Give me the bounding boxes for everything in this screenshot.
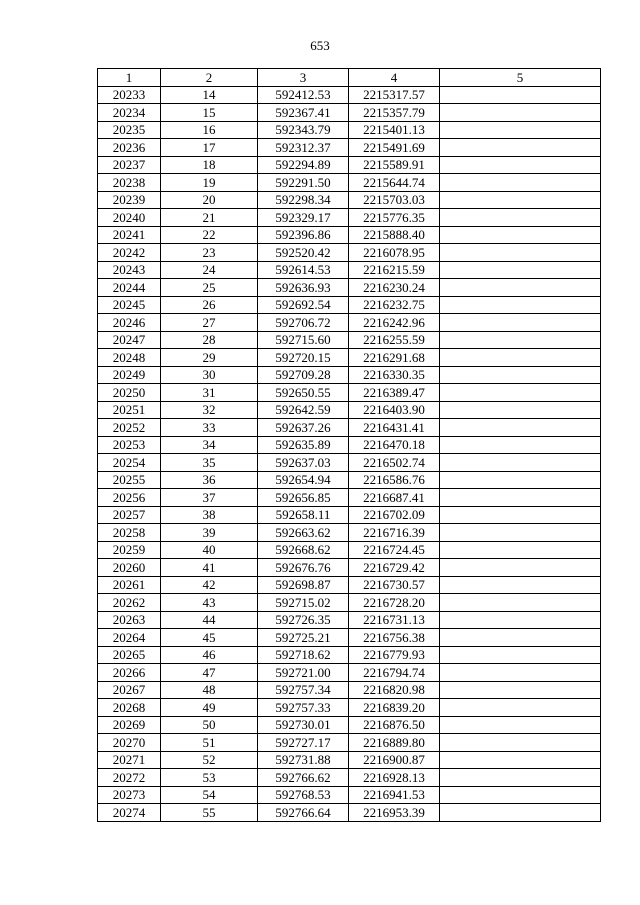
table-cell-col3: 592725.21 <box>258 629 349 647</box>
table-cell-col1: 20246 <box>98 314 161 332</box>
table-cell-col1: 20255 <box>98 471 161 489</box>
table-row <box>98 104 601 122</box>
table-row <box>98 244 601 262</box>
table-row <box>98 331 601 349</box>
table-cell-col2: 22 <box>161 226 258 244</box>
table-cell-col2: 39 <box>161 524 258 542</box>
table-cell-col4: 2216470.18 <box>349 436 440 454</box>
table-cell-col5 <box>440 541 601 559</box>
table-cell-col1: 20260 <box>98 559 161 577</box>
table-cell-col3: 592727.17 <box>258 734 349 752</box>
table-cell-col1: 20248 <box>98 349 161 367</box>
table-cell-col3: 592298.34 <box>258 191 349 209</box>
table-cell-col2: 31 <box>161 384 258 402</box>
table-cell-col5 <box>440 751 601 769</box>
table-cell-col3: 592635.89 <box>258 436 349 454</box>
table-row <box>98 541 601 559</box>
table-cell-col1: 20254 <box>98 454 161 472</box>
table-cell-col5 <box>440 209 601 227</box>
table-row <box>98 664 601 682</box>
table-cell-col1: 20270 <box>98 734 161 752</box>
table-cell-col2: 38 <box>161 506 258 524</box>
table-cell-col1: 20242 <box>98 244 161 262</box>
table-cell-col1: 20250 <box>98 384 161 402</box>
column-header-2: 2 <box>161 69 258 87</box>
table-cell-col4: 2216728.20 <box>349 594 440 612</box>
table-row <box>98 804 601 822</box>
table-cell-col5 <box>440 471 601 489</box>
table-cell-col2: 18 <box>161 156 258 174</box>
table-cell-col2: 17 <box>161 139 258 157</box>
table-cell-col2: 26 <box>161 296 258 314</box>
table-cell-col4: 2216820.98 <box>349 681 440 699</box>
table-cell-col2: 50 <box>161 716 258 734</box>
table-cell-col3: 592656.85 <box>258 489 349 507</box>
table-cell-col3: 592329.17 <box>258 209 349 227</box>
table-cell-col5 <box>440 716 601 734</box>
table-cell-col3: 592709.28 <box>258 366 349 384</box>
table-cell-col5 <box>440 86 601 104</box>
table-cell-col3: 592650.55 <box>258 384 349 402</box>
table-cell-col4: 2215491.69 <box>349 139 440 157</box>
table-cell-col3: 592706.72 <box>258 314 349 332</box>
table-cell-col3: 592658.11 <box>258 506 349 524</box>
table-cell-col3: 592663.62 <box>258 524 349 542</box>
table-cell-col2: 47 <box>161 664 258 682</box>
table-cell-col3: 592766.62 <box>258 769 349 787</box>
table-cell-col2: 37 <box>161 489 258 507</box>
table-cell-col3: 592757.34 <box>258 681 349 699</box>
table-cell-col1: 20245 <box>98 296 161 314</box>
page-number: 653 <box>310 38 330 53</box>
table-cell-col1: 20267 <box>98 681 161 699</box>
table-cell-col5 <box>440 524 601 542</box>
table-cell-col1: 20257 <box>98 506 161 524</box>
table-cell-col3: 592698.87 <box>258 576 349 594</box>
table-cell-col2: 16 <box>161 121 258 139</box>
table-cell-col3: 592520.42 <box>258 244 349 262</box>
table-row <box>98 611 601 629</box>
table-row <box>98 786 601 804</box>
table-cell-col4: 2216389.47 <box>349 384 440 402</box>
table-cell-col4: 2216889.80 <box>349 734 440 752</box>
table-cell-col1: 20236 <box>98 139 161 157</box>
table-cell-col2: 54 <box>161 786 258 804</box>
table-cell-col1: 20240 <box>98 209 161 227</box>
table-cell-col2: 25 <box>161 279 258 297</box>
table-row <box>98 734 601 752</box>
table-cell-col3: 592721.00 <box>258 664 349 682</box>
table-row <box>98 524 601 542</box>
table-row <box>98 279 601 297</box>
table-row <box>98 261 601 279</box>
table-cell-col4: 2216502.74 <box>349 454 440 472</box>
table-cell-col3: 592412.53 <box>258 86 349 104</box>
table-cell-col2: 32 <box>161 401 258 419</box>
table-cell-col5 <box>440 629 601 647</box>
table-cell-col2: 53 <box>161 769 258 787</box>
table-cell-col2: 36 <box>161 471 258 489</box>
table-cell-col2: 20 <box>161 191 258 209</box>
table-cell-col2: 51 <box>161 734 258 752</box>
table-cell-col1: 20243 <box>98 261 161 279</box>
table-cell-col2: 42 <box>161 576 258 594</box>
table-cell-col5 <box>440 331 601 349</box>
column-header-1: 1 <box>98 69 161 87</box>
table-cell-col5 <box>440 279 601 297</box>
table-cell-col2: 52 <box>161 751 258 769</box>
table-cell-col3: 592294.89 <box>258 156 349 174</box>
table-cell-col5 <box>440 419 601 437</box>
table-cell-col3: 592637.26 <box>258 419 349 437</box>
table-cell-col4: 2216330.35 <box>349 366 440 384</box>
table-row <box>98 454 601 472</box>
table-cell-col2: 44 <box>161 611 258 629</box>
table-cell-col1: 20262 <box>98 594 161 612</box>
table-cell-col1: 20241 <box>98 226 161 244</box>
table-row <box>98 629 601 647</box>
table-row <box>98 121 601 139</box>
table-cell-col1: 20264 <box>98 629 161 647</box>
table-cell-col1: 20235 <box>98 121 161 139</box>
table-cell-col3: 592715.02 <box>258 594 349 612</box>
table-cell-col1: 20247 <box>98 331 161 349</box>
table-cell-col2: 19 <box>161 174 258 192</box>
table-cell-col1: 20252 <box>98 419 161 437</box>
table-cell-col1: 20265 <box>98 646 161 664</box>
table-cell-col2: 27 <box>161 314 258 332</box>
table-cell-col4: 2215357.79 <box>349 104 440 122</box>
table-cell-col4: 2216839.20 <box>349 699 440 717</box>
table-row <box>98 349 601 367</box>
table-cell-col5 <box>440 226 601 244</box>
table-cell-col2: 55 <box>161 804 258 822</box>
table-row <box>98 646 601 664</box>
table-cell-col5 <box>440 296 601 314</box>
table-row <box>98 156 601 174</box>
table-cell-col2: 34 <box>161 436 258 454</box>
table-cell-col3: 592715.60 <box>258 331 349 349</box>
table-cell-col1: 20238 <box>98 174 161 192</box>
table-cell-col4: 2216928.13 <box>349 769 440 787</box>
table-cell-col4: 2216941.53 <box>349 786 440 804</box>
table-cell-col3: 592637.03 <box>258 454 349 472</box>
table-row <box>98 86 601 104</box>
table-cell-col1: 20266 <box>98 664 161 682</box>
table-cell-col5 <box>440 244 601 262</box>
table-cell-col1: 20256 <box>98 489 161 507</box>
table-cell-col4: 2215317.57 <box>349 86 440 104</box>
table-cell-col4: 2216431.41 <box>349 419 440 437</box>
table-cell-col4: 2215703.03 <box>349 191 440 209</box>
table-cell-col5 <box>440 699 601 717</box>
table-cell-col5 <box>440 594 601 612</box>
table-cell-col4: 2216794.74 <box>349 664 440 682</box>
table-row <box>98 436 601 454</box>
table-cell-col4: 2216731.13 <box>349 611 440 629</box>
table-row <box>98 751 601 769</box>
table-cell-col2: 15 <box>161 104 258 122</box>
table-cell-col2: 14 <box>161 86 258 104</box>
table-cell-col5 <box>440 156 601 174</box>
table-cell-col5 <box>440 734 601 752</box>
table-cell-col5 <box>440 454 601 472</box>
table-cell-col1: 20272 <box>98 769 161 787</box>
table-cell-col2: 28 <box>161 331 258 349</box>
column-header-3: 3 <box>258 69 349 87</box>
table-cell-col5 <box>440 664 601 682</box>
table-row <box>98 699 601 717</box>
table-cell-col5 <box>440 104 601 122</box>
table-cell-col1: 20263 <box>98 611 161 629</box>
table-cell-col2: 43 <box>161 594 258 612</box>
table-row <box>98 769 601 787</box>
table-cell-col5 <box>440 786 601 804</box>
table-cell-col1: 20273 <box>98 786 161 804</box>
table-cell-col4: 2215644.74 <box>349 174 440 192</box>
table-cell-col3: 592692.54 <box>258 296 349 314</box>
table-cell-col5 <box>440 804 601 822</box>
table-cell-col4: 2216078.95 <box>349 244 440 262</box>
table-cell-col4: 2216230.24 <box>349 279 440 297</box>
table-header-row <box>98 69 601 87</box>
table-cell-col4: 2216724.45 <box>349 541 440 559</box>
table-cell-col1: 20271 <box>98 751 161 769</box>
table-cell-col1: 20253 <box>98 436 161 454</box>
table-cell-col4: 2215776.35 <box>349 209 440 227</box>
table-row <box>98 139 601 157</box>
table-cell-col5 <box>440 576 601 594</box>
table-cell-col4: 2216900.87 <box>349 751 440 769</box>
table-cell-col5 <box>440 436 601 454</box>
table-cell-col5 <box>440 506 601 524</box>
table-cell-col4: 2216730.57 <box>349 576 440 594</box>
table-cell-col3: 592768.53 <box>258 786 349 804</box>
table-cell-col2: 24 <box>161 261 258 279</box>
table-cell-col2: 29 <box>161 349 258 367</box>
table-cell-col2: 40 <box>161 541 258 559</box>
table-row <box>98 314 601 332</box>
table-row <box>98 506 601 524</box>
table-cell-col5 <box>440 611 601 629</box>
table-row <box>98 384 601 402</box>
table-row <box>98 401 601 419</box>
table-cell-col1: 20259 <box>98 541 161 559</box>
table-row <box>98 681 601 699</box>
table-cell-col4: 2216716.39 <box>349 524 440 542</box>
table-cell-col4: 2216232.75 <box>349 296 440 314</box>
table-cell-col2: 23 <box>161 244 258 262</box>
table-row <box>98 296 601 314</box>
table-cell-col3: 592676.76 <box>258 559 349 577</box>
table-cell-col1: 20258 <box>98 524 161 542</box>
table-cell-col3: 592668.62 <box>258 541 349 559</box>
table-cell-col5 <box>440 681 601 699</box>
table-cell-col4: 2215888.40 <box>349 226 440 244</box>
table-row <box>98 576 601 594</box>
table-cell-col5 <box>440 559 601 577</box>
table-cell-col5 <box>440 139 601 157</box>
table-cell-col4: 2216953.39 <box>349 804 440 822</box>
table-cell-col1: 20237 <box>98 156 161 174</box>
table-cell-col3: 592730.01 <box>258 716 349 734</box>
table-cell-col5 <box>440 261 601 279</box>
table-cell-col3: 592636.93 <box>258 279 349 297</box>
table-cell-col1: 20234 <box>98 104 161 122</box>
table-cell-col4: 2216876.50 <box>349 716 440 734</box>
table-cell-col4: 2216729.42 <box>349 559 440 577</box>
table-cell-col5 <box>440 646 601 664</box>
table-cell-col5 <box>440 191 601 209</box>
table-row <box>98 419 601 437</box>
table-cell-col5 <box>440 401 601 419</box>
table-row <box>98 471 601 489</box>
table-cell-col5 <box>440 121 601 139</box>
table-cell-col1: 20239 <box>98 191 161 209</box>
table-row <box>98 191 601 209</box>
table-cell-col5 <box>440 769 601 787</box>
table-cell-col4: 2216255.59 <box>349 331 440 349</box>
table-cell-col5 <box>440 366 601 384</box>
table-cell-col5 <box>440 489 601 507</box>
table-cell-col3: 592654.94 <box>258 471 349 489</box>
column-header-4: 4 <box>349 69 440 87</box>
table-cell-col3: 592718.62 <box>258 646 349 664</box>
table-cell-col3: 592766.64 <box>258 804 349 822</box>
table-cell-col2: 46 <box>161 646 258 664</box>
table-cell-col4: 2216242.96 <box>349 314 440 332</box>
table-cell-col3: 592312.37 <box>258 139 349 157</box>
table-cell-col4: 2216586.76 <box>349 471 440 489</box>
table-cell-col3: 592291.50 <box>258 174 349 192</box>
table-cell-col2: 41 <box>161 559 258 577</box>
table-cell-col5 <box>440 384 601 402</box>
column-header-5: 5 <box>440 69 601 87</box>
coordinates-table <box>97 68 601 822</box>
table-body <box>98 86 601 821</box>
table-cell-col4: 2216291.68 <box>349 349 440 367</box>
table-row <box>98 209 601 227</box>
table-cell-col4: 2216687.41 <box>349 489 440 507</box>
table-row <box>98 594 601 612</box>
table-cell-col3: 592343.79 <box>258 121 349 139</box>
table-row <box>98 366 601 384</box>
table-cell-col1: 20268 <box>98 699 161 717</box>
table-cell-col3: 592396.86 <box>258 226 349 244</box>
table-cell-col1: 20249 <box>98 366 161 384</box>
table-cell-col1: 20251 <box>98 401 161 419</box>
table-row <box>98 489 601 507</box>
table-cell-col2: 48 <box>161 681 258 699</box>
table-cell-col3: 592642.59 <box>258 401 349 419</box>
table-cell-col3: 592614.53 <box>258 261 349 279</box>
table-cell-col3: 592720.15 <box>258 349 349 367</box>
table-cell-col1: 20261 <box>98 576 161 594</box>
table-cell-col5 <box>440 174 601 192</box>
table-cell-col1: 20233 <box>98 86 161 104</box>
table-cell-col2: 49 <box>161 699 258 717</box>
table-cell-col1: 20269 <box>98 716 161 734</box>
table-cell-col3: 592726.35 <box>258 611 349 629</box>
table-row <box>98 226 601 244</box>
table-row <box>98 716 601 734</box>
table-cell-col5 <box>440 349 601 367</box>
table-row <box>98 174 601 192</box>
table-cell-col4: 2215589.91 <box>349 156 440 174</box>
table-cell-col3: 592757.33 <box>258 699 349 717</box>
table-cell-col2: 35 <box>161 454 258 472</box>
table-cell-col2: 33 <box>161 419 258 437</box>
table-cell-col4: 2216403.90 <box>349 401 440 419</box>
table-cell-col4: 2216756.38 <box>349 629 440 647</box>
table-cell-col4: 2216215.59 <box>349 261 440 279</box>
table-cell-col1: 20244 <box>98 279 161 297</box>
table-row <box>98 559 601 577</box>
table-cell-col4: 2216702.09 <box>349 506 440 524</box>
table-cell-col1: 20274 <box>98 804 161 822</box>
table-cell-col3: 592367.41 <box>258 104 349 122</box>
table-cell-col5 <box>440 314 601 332</box>
table-cell-col2: 30 <box>161 366 258 384</box>
table-cell-col4: 2216779.93 <box>349 646 440 664</box>
table-cell-col4: 2215401.13 <box>349 121 440 139</box>
table-cell-col2: 21 <box>161 209 258 227</box>
table-cell-col3: 592731.88 <box>258 751 349 769</box>
table-cell-col2: 45 <box>161 629 258 647</box>
